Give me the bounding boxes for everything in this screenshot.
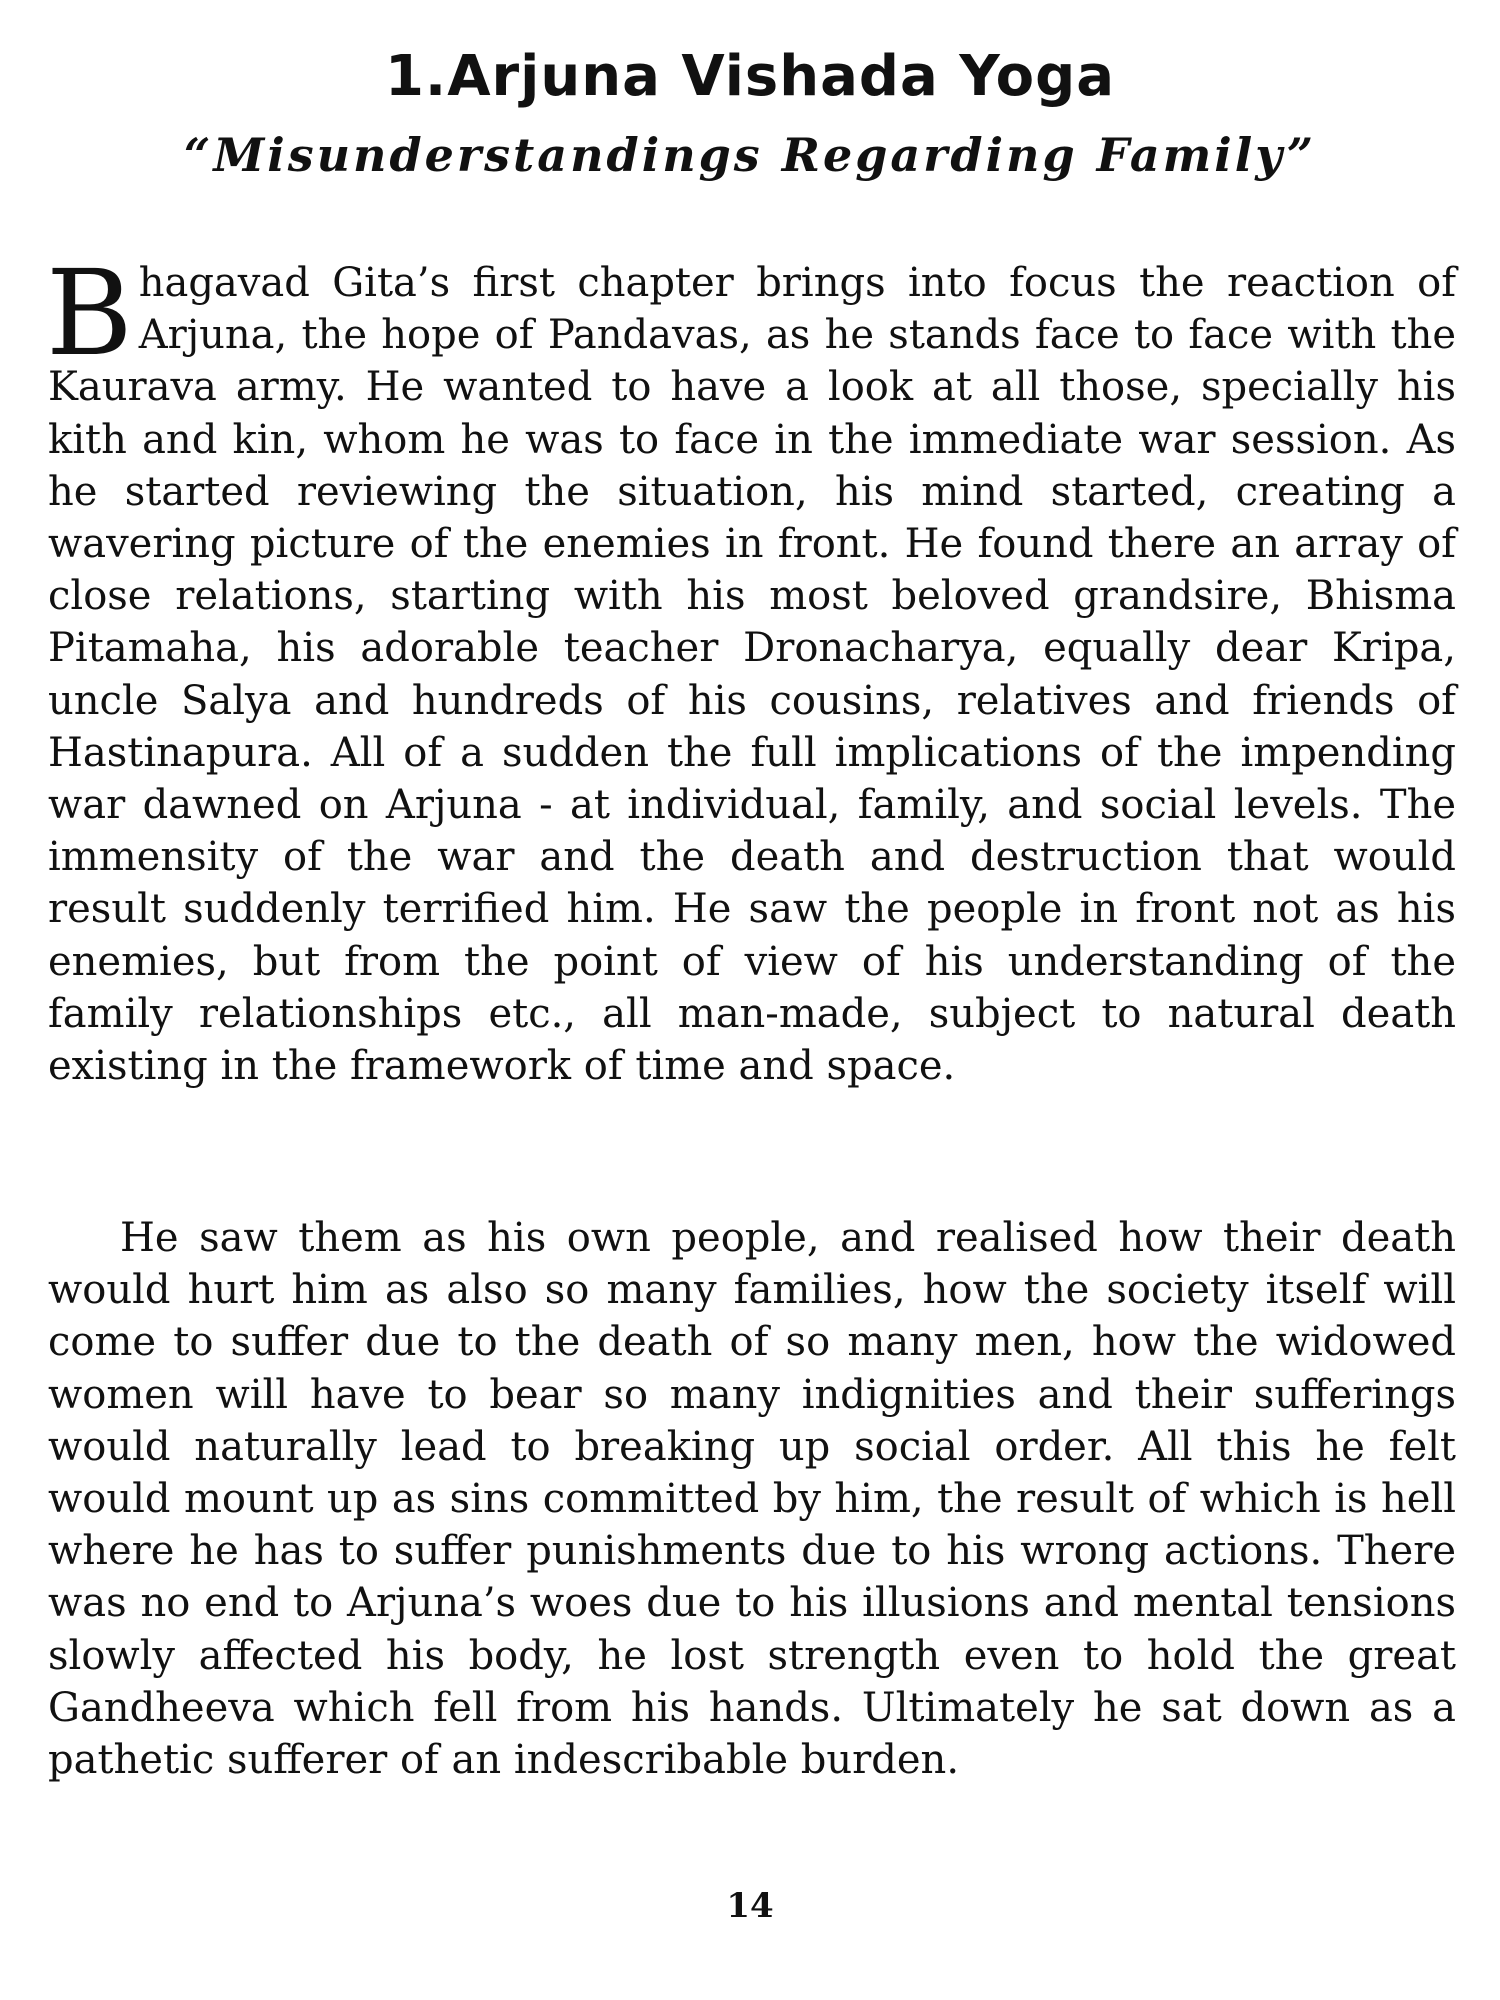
drop-cap: B [46,244,133,382]
page-number: 14 [726,1886,774,1926]
chapter-title: 1.Arjuna Vishada Yoga [384,44,1116,109]
paragraph-1 [46,244,1456,1092]
paragraph-2: He saw them as his own people, and realised how their death would hurt him as also so many families, how the society itself will come to suffer due to the death of so many men, how the widowed women will have to bear so many indignities and their sufferings would naturally lead to breaking up social order. All this he felt would mount up as sins committed by him, the result of which is hell where he has to suffer punishments due to his wrong actions. There was no end to Arjuna’s woes due to his illusions and mental tensions slowly affected his body, he lost strength even to hold the great Gandheeva which fell from his hands. Ultimately he sat down as a pathetic sufferer of an indescribable burden. [48,1215,1456,1784]
chapter-subtitle: “Misunderstandings Regarding Family” [183,128,1317,182]
paragraph-1-text: hagavad Gita’s first chapter brings into focus the reaction of Arjuna, the hope of Pandavas, as he stands face to face with the Kaurava army. He wanted to have a look at all those, specially his kith and kin, whom he was to face in the immediate war session. As he started reviewing the situation, his mind started, creating a wavering picture of the enemies in front. He found there an array of close relations, starting with his most beloved grandsire, Bhisma Pitamaha, his adorable teacher Dronacharya, equally dear Kripa, uncle Salya and hundreds of his cousins, relatives and friends of Hastinapura. All of a sudden the full implications of the impending war dawned on Arjuna - at individual, family, and social levels. The immensity of the war and the death and destruction that would result suddenly terrified him. He saw the people in front not as his enemies, but from the point of view of his understanding of the family relationships etc., all man-made, subject to natural death existing in the framework of time and space. [48,260,1456,1090]
